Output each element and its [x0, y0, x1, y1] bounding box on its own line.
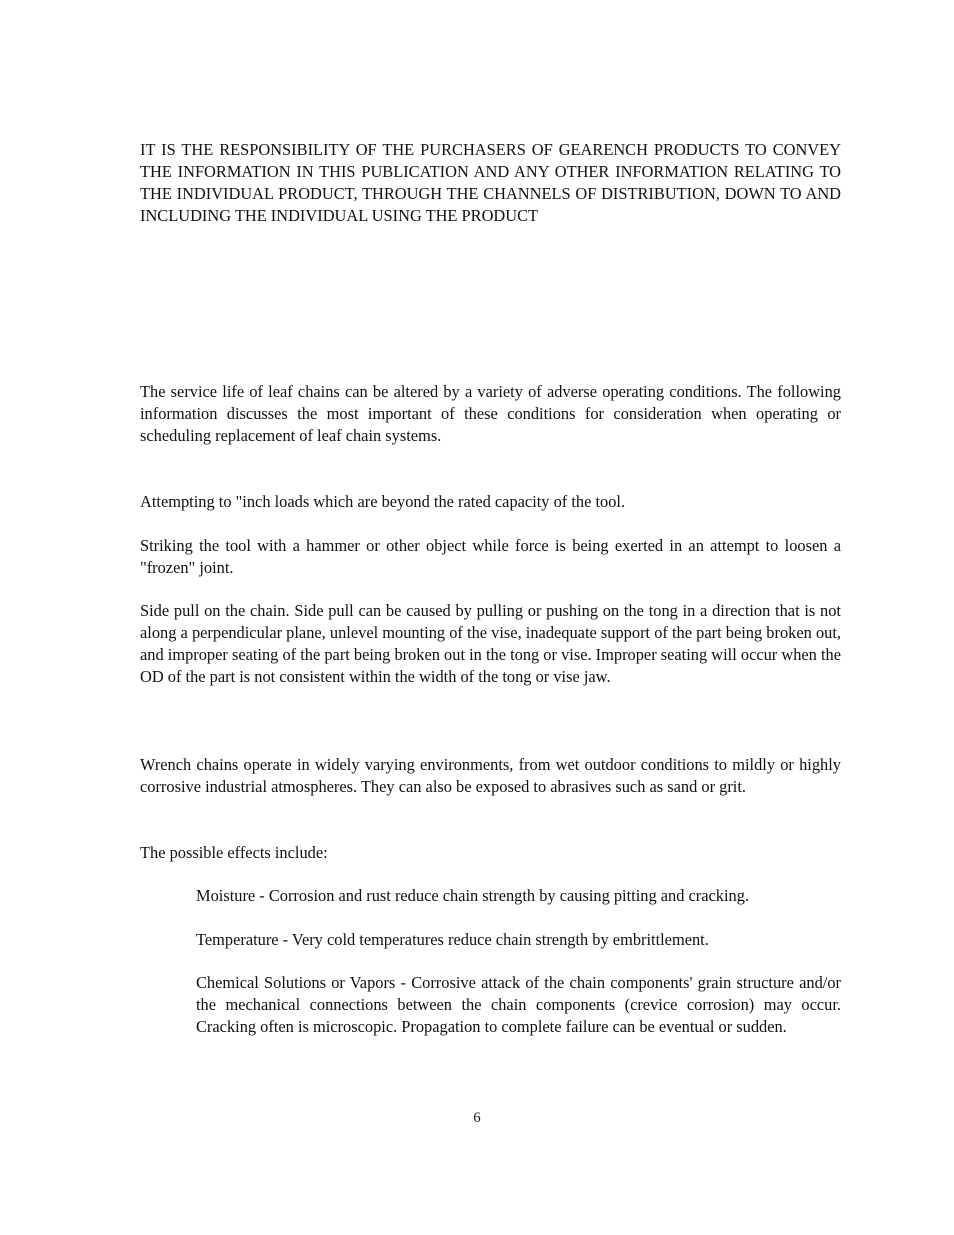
- environment-paragraph: Wrench chains operate in widely varying environments, from wet outdoor conditions to mildly or highly corrosive industrial atmospheres. They can also be exposed to abrasives such as sand or grit.: [140, 755, 841, 796]
- striking-paragraph: Striking the tool with a hammer or other object while force is being exerted in an attempt to loosen a "frozen" joint.: [140, 536, 841, 577]
- side-pull-paragraph: Side pull on the chain. Side pull can be caused by pulling or pushing on the tong in a direction that is not along a perpendicular plane, unlevel mounting of the vise, inadequate support of the part being broken out, and improper seating of the part being broken out in the tong or vise. Improper seating will occur when the OD of the part is not consistent within the width of the tong or vise jaw.: [140, 601, 841, 686]
- effect-moisture: Moisture - Corrosion and rust reduce chain strength by causing pitting and cracking.: [196, 886, 750, 905]
- effects-intro: The possible effects include:: [140, 843, 328, 862]
- responsibility-warning: IT IS THE RESPONSIBILITY OF THE PURCHASERS OF GEARENCH PRODUCTS TO CONVEY THE INFORMATION IN THIS PUBLICATION AND ANY OTHER INFORMATION RELATING TO THE INDIVIDUAL PRODUCT, THROUGH THE CHANNELS OF DISTRIBUTION, DOWN TO AND INCLUDING THE INDIVIDUAL USING THE PRODUCT: [140, 140, 841, 225]
- overload-paragraph: Attempting to "inch loads which are beyond the rated capacity of the tool.: [140, 492, 626, 511]
- intro-paragraph: The service life of leaf chains can be altered by a variety of adverse operating conditions. The following information discusses the most important of these conditions for consideration when operating or scheduling replacement of leaf chain systems.: [140, 382, 841, 445]
- effect-chemical: Chemical Solutions or Vapors - Corrosive attack of the chain components' grain structure and/or the mechanical connections between the chain components (crevice corrosion) may occur. Cracking often is microscopic. Propagation to complete failure can be eventual or sudden.: [196, 973, 841, 1036]
- effect-temperature: Temperature - Very cold temperatures reduce chain strength by embrittlement.: [196, 930, 709, 949]
- page-number: 6: [473, 1110, 481, 1126]
